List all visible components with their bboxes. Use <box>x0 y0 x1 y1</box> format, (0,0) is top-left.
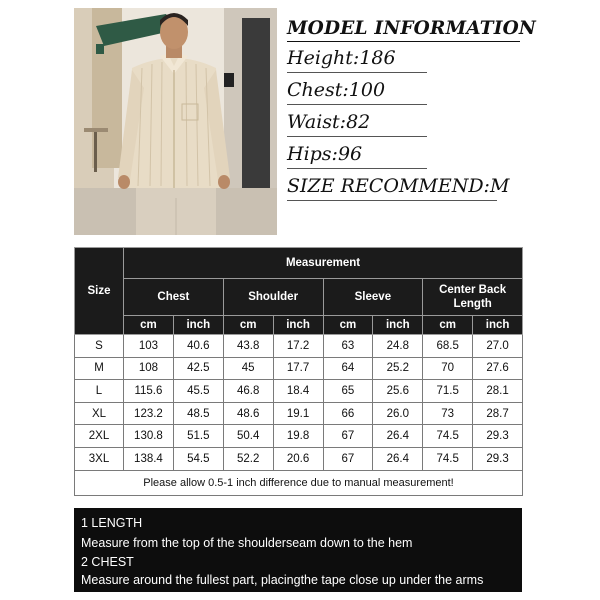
table-cell: 115.6 <box>124 380 174 403</box>
guide-length-text: Measure from the top of the shoulderseam down to the hem <box>81 536 413 550</box>
table-cell: 45 <box>223 357 273 380</box>
table-cell: 29.3 <box>473 447 523 470</box>
table-cell: 66 <box>323 402 373 425</box>
table-cell: 51.5 <box>173 425 223 448</box>
table-row <box>75 335 523 358</box>
table-cell: 54.5 <box>173 447 223 470</box>
table-row <box>75 402 523 425</box>
table-cell: 71.5 <box>423 380 473 403</box>
unit-header: cm <box>323 316 373 335</box>
table-cell: 18.4 <box>273 380 323 403</box>
table-cell: 24.8 <box>373 335 423 358</box>
model-photo <box>74 8 277 235</box>
table-cell: 17.2 <box>273 335 323 358</box>
sleeve-header: Sleeve <box>323 279 423 316</box>
table-cell: 25.6 <box>373 380 423 403</box>
table-cell: 25.2 <box>373 357 423 380</box>
table-cell: 28.1 <box>473 380 523 403</box>
size-cell: 3XL <box>75 447 124 470</box>
table-cell: 28.7 <box>473 402 523 425</box>
model-waist: Waist:82 <box>287 106 522 138</box>
table-cell: 67 <box>323 447 373 470</box>
table-cell: 68.5 <box>423 335 473 358</box>
table-cell: 45.5 <box>173 380 223 403</box>
table-cell: 46.8 <box>223 380 273 403</box>
table-cell: 108 <box>124 357 174 380</box>
table-cell: 48.6 <box>223 402 273 425</box>
table-cell: 27.6 <box>473 357 523 380</box>
unit-header: cm <box>423 316 473 335</box>
table-cell: 27.0 <box>473 335 523 358</box>
unit-header: inch <box>373 316 423 335</box>
model-chest: Chest:100 <box>287 74 522 106</box>
table-cell: 130.8 <box>124 425 174 448</box>
table-cell: 65 <box>323 380 373 403</box>
unit-header: cm <box>223 316 273 335</box>
table-cell: 26.4 <box>373 447 423 470</box>
table-row <box>75 447 523 470</box>
table-cell: 70 <box>423 357 473 380</box>
table-cell: 50.4 <box>223 425 273 448</box>
table-cell: 123.2 <box>124 402 174 425</box>
table-cell: 19.8 <box>273 425 323 448</box>
size-cell: L <box>75 380 124 403</box>
table-cell: 19.1 <box>273 402 323 425</box>
size-column-header: Size <box>75 248 124 335</box>
unit-header: inch <box>273 316 323 335</box>
table-cell: 26.0 <box>373 402 423 425</box>
table-cell: 17.7 <box>273 357 323 380</box>
unit-header: cm <box>124 316 174 335</box>
table-cell: 40.6 <box>173 335 223 358</box>
table-cell: 67 <box>323 425 373 448</box>
table-cell: 74.5 <box>423 425 473 448</box>
table-note-row <box>75 470 523 495</box>
measurement-header: Measurement <box>124 248 523 279</box>
table-cell: 26.4 <box>373 425 423 448</box>
guide-chest-text: Measure around the fullest part, placingthe tape close up under the arms <box>81 573 484 587</box>
model-hips: Hips:96 <box>287 138 522 170</box>
size-cell: S <box>75 335 124 358</box>
table-cell: 48.5 <box>173 402 223 425</box>
size-cell: M <box>75 357 124 380</box>
table-cell: 63 <box>323 335 373 358</box>
table-row <box>75 357 523 380</box>
unit-header: inch <box>173 316 223 335</box>
chest-header: Chest <box>124 279 224 316</box>
shoulder-header: Shoulder <box>223 279 323 316</box>
center-back-length-header: Center Back Length <box>423 279 523 316</box>
table-cell: 42.5 <box>173 357 223 380</box>
model-height: Height:186 <box>287 42 522 74</box>
table-cell: 64 <box>323 357 373 380</box>
table-cell: 74.5 <box>423 447 473 470</box>
size-chart-table <box>74 247 523 496</box>
unit-header: inch <box>473 316 523 335</box>
size-cell: XL <box>75 402 124 425</box>
measurement-note: Please allow 0.5-1 inch difference due to manual measurement! <box>75 470 523 495</box>
measuring-guide <box>74 508 522 592</box>
size-recommendation: SIZE RECOMMEND:M <box>287 170 522 202</box>
table-cell: 138.4 <box>124 447 174 470</box>
table-cell: 73 <box>423 402 473 425</box>
table-cell: 29.3 <box>473 425 523 448</box>
guide-length-heading: 1 LENGTH <box>81 516 143 530</box>
table-row <box>75 380 523 403</box>
table-cell: 52.2 <box>223 447 273 470</box>
table-row <box>75 425 523 448</box>
size-cell: 2XL <box>75 425 124 448</box>
table-cell: 43.8 <box>223 335 273 358</box>
table-cell: 103 <box>124 335 174 358</box>
table-cell: 20.6 <box>273 447 323 470</box>
model-information-title: MODEL INFORMATION <box>287 18 520 42</box>
model-information <box>287 18 537 202</box>
guide-chest-heading: 2 CHEST <box>81 555 134 569</box>
